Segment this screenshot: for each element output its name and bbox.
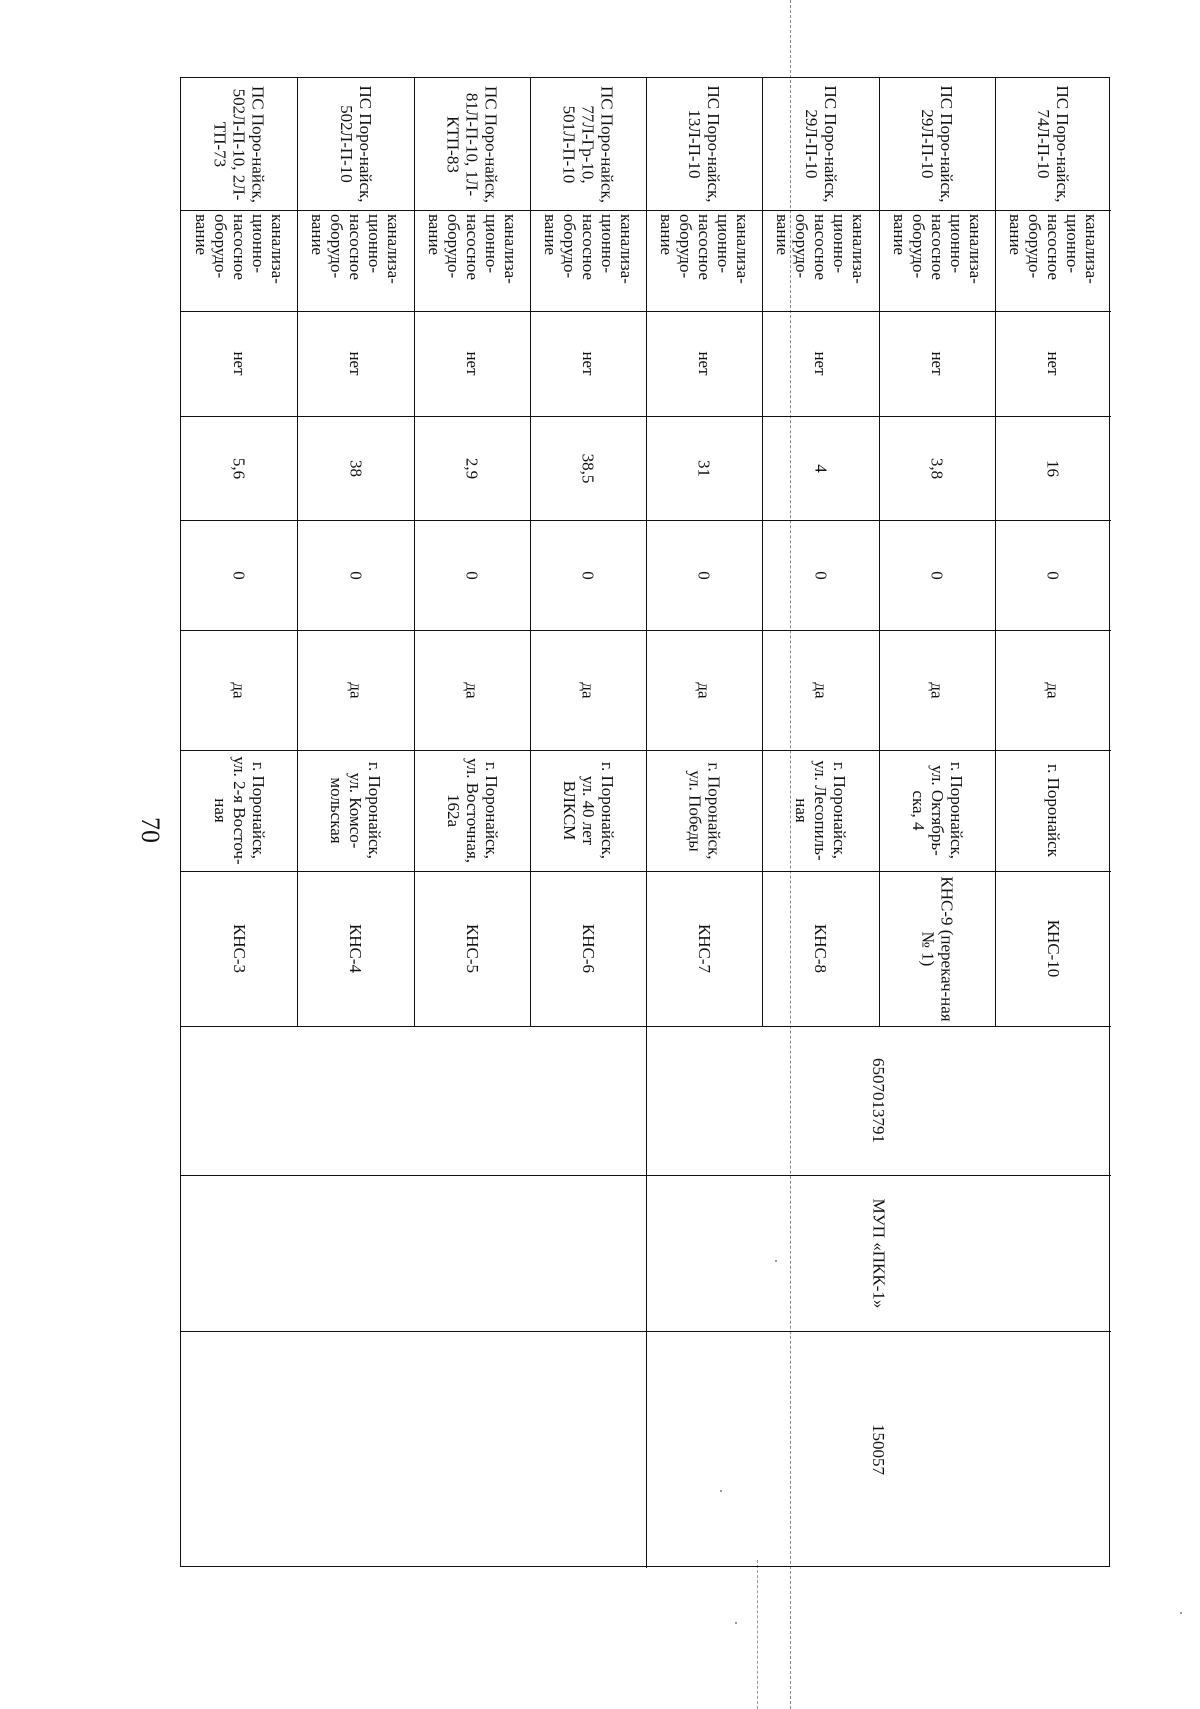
cell-text-address: г. Поронайск, ул. Восточная, 162а	[443, 757, 501, 864]
table-cell-address	[181, 750, 297, 871]
cell-text-value-a: 0	[229, 570, 249, 580]
table-cell-equipment	[762, 210, 879, 311]
table-cell-object	[646, 871, 762, 1026]
table-cell-object	[414, 871, 530, 1026]
cell-text-equipment: канализа-ционно-насосное оборудо-вание	[889, 214, 985, 284]
table-cell-equipment	[181, 210, 297, 311]
table-cell-org-name	[646, 1175, 1111, 1331]
table-cell-address	[646, 750, 762, 871]
table-cell-power-source	[879, 78, 995, 210]
cell-text-value-a: 0	[694, 570, 714, 580]
cell-text-value-a: 0	[927, 570, 947, 580]
table-cell-flag	[181, 630, 297, 750]
cell-text-object: КНС-5	[462, 923, 482, 974]
cell-text-equipment: канализа-ционно-насосное оборудо-вание	[540, 214, 636, 284]
cell-text-power-source: ПС Поро-найск, 13Л-П-10	[685, 85, 723, 203]
cell-text-address: г. Поронайск, ул. 2-я Восточ-ная	[210, 756, 268, 865]
cell-text-object: КНС-9 (перекач-ная № 1)	[918, 875, 956, 1022]
cell-text-reserve: нет	[927, 351, 947, 376]
table-cell-reserve	[762, 311, 879, 416]
cell-text-power-source: ПС Поро-найск, 502Л-П-10	[336, 85, 375, 203]
cell-text-value-b: 38,5	[578, 453, 598, 483]
cell-text-flag: да	[1043, 681, 1063, 699]
cell-text-org-name: МУП «ПКК-1»	[869, 1198, 888, 1308]
cell-text-value-a: 0	[578, 570, 598, 580]
table-cell-value-b	[995, 416, 1111, 520]
table-cell-value-b	[879, 416, 995, 520]
table-cell-object	[297, 871, 414, 1026]
table-cell-power-source	[414, 78, 530, 210]
table-cell-value-a	[879, 520, 995, 630]
table-cell-flag	[762, 630, 879, 750]
cell-text-org-code: 150057	[869, 1424, 888, 1475]
cell-text-address: г. Поронайск, ул. Комсо-мольская	[327, 761, 384, 860]
cell-text-value-b: 16	[1043, 459, 1063, 477]
scan-speck	[735, 1622, 737, 1624]
cell-text-value-b: 31	[694, 459, 714, 477]
table-cell-value-a	[530, 520, 646, 630]
cell-text-address: г. Поронайск, ул. Лесопиль-ная	[792, 760, 849, 861]
table-cell-equipment	[646, 210, 762, 311]
table-cell-reserve	[414, 311, 530, 416]
cell-text-equipment: канализа-ционно-насосное оборудо-вание	[773, 214, 868, 284]
table-cell-address	[995, 750, 1111, 871]
cell-text-power-source: ПС Поро-найск, 29Л-П-10	[918, 85, 956, 203]
cell-text-reserve: нет	[1043, 351, 1063, 376]
cell-text-address: г. Поронайск, ул. Октябрь-ска, 4	[908, 761, 966, 860]
cell-text-value-a: 0	[346, 570, 365, 580]
cell-text-value-a: 0	[811, 570, 830, 580]
table-cell-reserve	[297, 311, 414, 416]
cell-text-equipment: канализа-ционно-насосное оборудо-вание	[1005, 214, 1101, 284]
cell-text-object: КНС-6	[578, 923, 598, 974]
table-cell-value-a	[414, 520, 530, 630]
table-cell-reserve	[181, 311, 297, 416]
table-cell-value-a	[995, 520, 1111, 630]
cell-text-flag: да	[229, 681, 249, 699]
table-cell-object	[879, 871, 995, 1026]
scan-speck	[1180, 1612, 1182, 1614]
table-cell-reserve	[879, 311, 995, 416]
cell-text-object: КНС-8	[811, 923, 830, 974]
cell-text-object: КНС-10	[1043, 919, 1063, 978]
table-cell-value-b	[297, 416, 414, 520]
cell-text-value-b: 4	[811, 463, 830, 473]
table-cell-power-source	[181, 78, 297, 210]
cell-text-power-source: ПС Поро-найск, 81Л-П-10, 1Л-КТП-83	[443, 85, 501, 203]
cell-text-reserve: нет	[694, 351, 714, 376]
table-cell-value-b	[646, 416, 762, 520]
table	[180, 77, 1110, 1567]
page-number: 70	[136, 817, 165, 843]
table-cell-equipment	[414, 210, 530, 311]
cell-text-address: г. Поронайск	[1043, 764, 1063, 857]
table-cell-address	[297, 750, 414, 871]
table-cell-org-code	[646, 1331, 1111, 1568]
table-cell-value-b	[762, 416, 879, 520]
cell-text-flag: да	[462, 681, 482, 699]
cell-text-flag: да	[927, 681, 947, 699]
table-cell-flag	[297, 630, 414, 750]
cell-text-address: г. Поронайск, ул. 40 лет ВЛКСМ	[559, 761, 617, 860]
table-cell-equipment	[530, 210, 646, 311]
cell-text-reserve: нет	[229, 351, 249, 376]
cell-text-equipment: канализа-ционно-насосное оборудо-вание	[424, 214, 520, 284]
table-cell-reserve	[646, 311, 762, 416]
cell-text-power-source: ПС Поро-найск, 77Л-Гр-10, 501Л-П-10	[559, 85, 617, 203]
cell-text-value-b: 5,6	[229, 457, 249, 479]
table-cell-address	[762, 750, 879, 871]
cell-text-value-a: 0	[462, 570, 482, 580]
table-cell-power-source	[646, 78, 762, 210]
table-cell-power-source	[762, 78, 879, 210]
table-cell-flag	[530, 630, 646, 750]
cell-text-value-a: 0	[1043, 570, 1063, 580]
cell-text-object: КНС-3	[229, 923, 249, 974]
table-cell-equipment	[879, 210, 995, 311]
table-cell-flag	[414, 630, 530, 750]
table-cell-inn	[646, 1026, 1111, 1175]
cell-text-address: г. Поронайск, ул. Победы	[685, 761, 723, 860]
table-cell-value-a	[646, 520, 762, 630]
table-cell-address	[530, 750, 646, 871]
cell-text-equipment: канализа-ционно-насосное оборудо-вание	[191, 214, 287, 284]
cell-text-equipment: канализа-ционно-насосное оборудо-вание	[308, 214, 403, 284]
table-cell-power-source	[995, 78, 1111, 210]
cell-text-reserve: нет	[811, 351, 830, 376]
table-cell-object	[762, 871, 879, 1026]
cell-text-power-source: ПС Поро-найск, 29Л-П-10	[801, 85, 840, 203]
cell-text-reserve: нет	[462, 351, 482, 376]
cell-text-reserve: нет	[346, 351, 365, 376]
table-cell-equipment	[995, 210, 1111, 311]
cell-text-equipment: канализа-ционно-насосное оборудо-вание	[656, 214, 752, 284]
cell-text-reserve: нет	[578, 351, 598, 376]
table-cell-reserve	[530, 311, 646, 416]
table-cell-value-b	[530, 416, 646, 520]
cell-text-object: КНС-7	[694, 923, 714, 974]
cell-text-value-b: 2,9	[462, 457, 482, 479]
cell-text-object: КНС-4	[346, 923, 365, 974]
table-cell-equipment	[297, 210, 414, 311]
table-cell-reserve	[995, 311, 1111, 416]
scan-fold-line-lower	[757, 1560, 758, 1709]
cell-text-inn: 6507013791	[869, 1058, 888, 1143]
cell-text-value-b: 3,8	[927, 457, 947, 479]
cell-text-power-source: ПС Поро-найск, 74Л-П-10	[1034, 85, 1072, 203]
table-cell-address	[414, 750, 530, 871]
table-cell-power-source	[530, 78, 646, 210]
table-cell-value-a	[181, 520, 297, 630]
cell-text-value-b: 38	[346, 459, 365, 477]
cell-text-flag: да	[811, 681, 830, 699]
table-cell-address	[879, 750, 995, 871]
cell-text-power-source: ПС Поро-найск, 502Л-П-10, 2Л-ТП-73	[210, 85, 268, 203]
cell-text-flag: да	[346, 681, 365, 699]
table-cell-value-b	[181, 416, 297, 520]
cell-text-flag: да	[578, 681, 598, 699]
table-cell-value-a	[762, 520, 879, 630]
table-cell-flag	[646, 630, 762, 750]
table-cell-flag	[995, 630, 1111, 750]
table-cell-value-b	[414, 416, 530, 520]
table-cell-object	[530, 871, 646, 1026]
table-cell-object	[995, 871, 1111, 1026]
table-cell-object	[181, 871, 297, 1026]
table-cell-value-a	[297, 520, 414, 630]
cell-text-flag: да	[694, 681, 714, 699]
table-cell-power-source	[297, 78, 414, 210]
table-cell-flag	[879, 630, 995, 750]
